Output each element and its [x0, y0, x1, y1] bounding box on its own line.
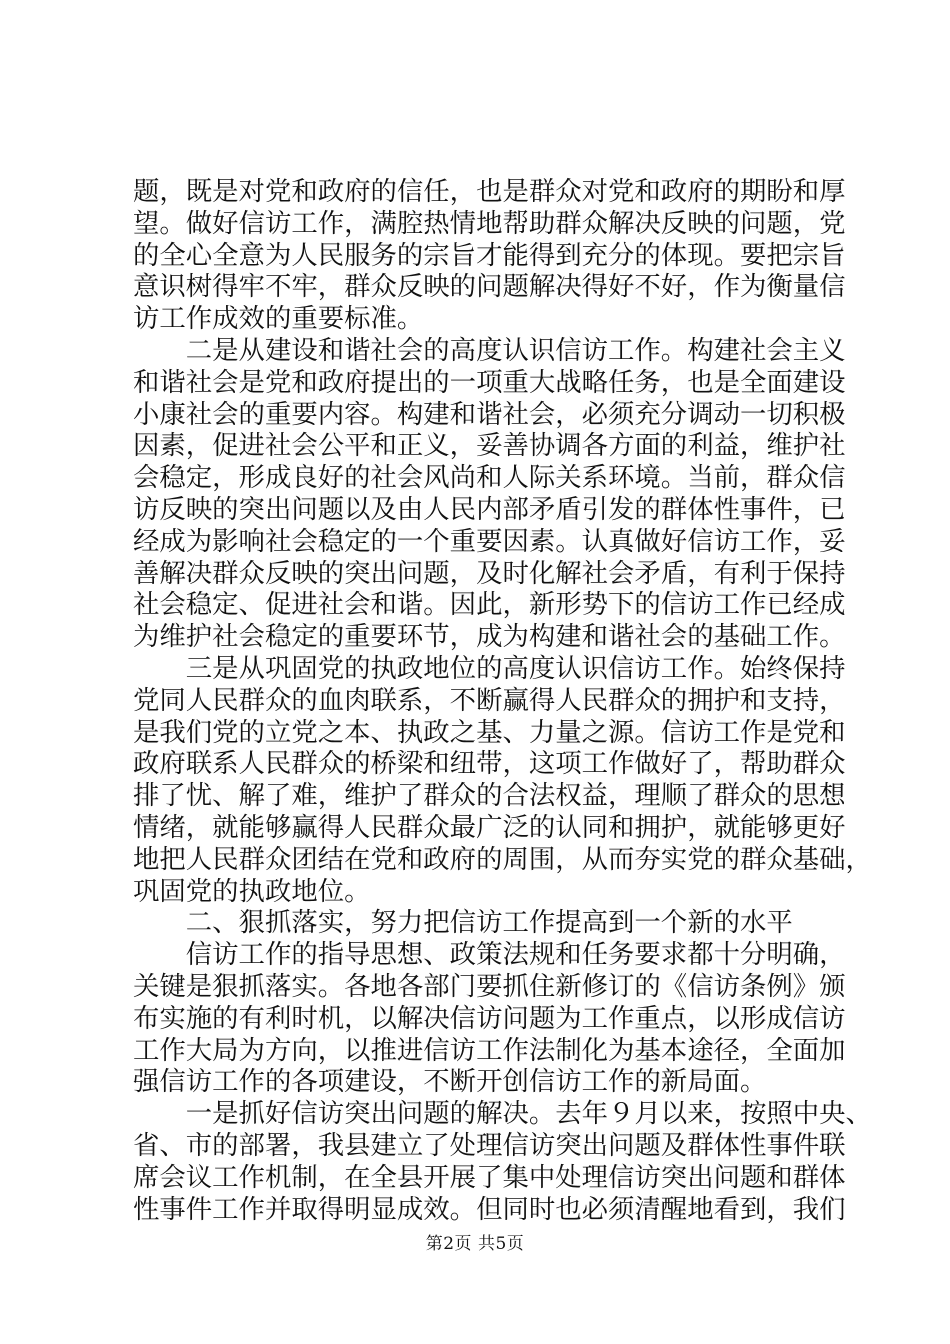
- text-line: 题，既是对党和政府的信任，也是群众对党和政府的期盼和厚: [133, 176, 846, 207]
- text-line: 望。做好信访工作，满腔热情地帮助群众解决反映的问题，党: [133, 207, 846, 239]
- text-line: 政府联系人民群众的桥梁和纽带，这项工作做好了，帮助群众: [133, 748, 846, 780]
- text-line: 巩固党的执政地位。: [133, 875, 371, 907]
- text-line: 情绪，就能够赢得人民群众最广泛的认同和拥护，就能够更好: [133, 811, 846, 843]
- text-line: 二是从建设和谐社会的高度认识信访工作。构建社会主义: [133, 334, 846, 366]
- text-line: 党同人民群众的血肉联系，不断赢得人民群众的拥护和支持，: [133, 684, 846, 716]
- text-line: 排了忧、解了难，维护了群众的合法权益，理顺了群众的思想: [133, 780, 846, 812]
- text-line: 小康社会的重要内容。构建和谐社会，必须充分调动一切积极: [133, 398, 846, 430]
- text-line: 因素，促进社会公平和正义，妥善协调各方面的利益，维护社: [133, 430, 846, 462]
- text-line: 经成为影响社会稳定的一个重要因素。认真做好信访工作，妥: [133, 525, 846, 557]
- text-line: 地把人民群众团结在党和政府的周围，从而夯实党的群众基础，: [133, 843, 872, 875]
- text-line: 会稳定，形成良好的社会风尚和人际关系环境。当前，群众信: [133, 462, 846, 494]
- text-line: 信访工作的指导思想、政策法规和任务要求都十分明确，: [133, 939, 846, 971]
- text-line: 省、市的部署，我县建立了处理信访突出问题及群体性事件联: [133, 1129, 846, 1161]
- page-footer: [0, 1234, 950, 1254]
- text-line: 工作大局为方向，以推进信访工作法制化为基本途径，全面加: [133, 1034, 846, 1066]
- text-line: 善解决群众反映的突出问题，及时化解社会矛盾，有利于保持: [133, 557, 846, 589]
- text-line: 关键是狠抓落实。各地各部门要抓住新修订的《信访条例》颁: [133, 970, 846, 1002]
- text-line: 席会议工作机制，在全县开展了集中处理信访突出问题和群体: [133, 1161, 846, 1193]
- text-line: 的全心全意为人民服务的宗旨才能得到充分的体现。要把宗旨: [133, 239, 846, 271]
- section-heading: 二、狠抓落实，努力把信访工作提高到一个新的水平: [133, 907, 793, 939]
- text-line: 一是抓好信访突出问题的解决。去年９月以来，按照中央、: [133, 1098, 872, 1130]
- text-line: 社会稳定、促进社会和谐。因此，新形势下的信访工作已经成: [133, 589, 846, 621]
- text-line: 三是从巩固党的执政地位的高度认识信访工作。始终保持: [133, 652, 846, 684]
- text-line: 访工作成效的重要标准。: [133, 303, 424, 335]
- page-number: 第2页 共5页: [425, 1234, 525, 1254]
- text-line: 访反映的突出问题以及由人民内部矛盾引发的群体性事件，已: [133, 493, 846, 525]
- text-line: 和谐社会是党和政府提出的一项重大战略任务，也是全面建设: [133, 366, 846, 398]
- document-body: [133, 176, 872, 1225]
- text-line: 意识树得牢不牢，群众反映的问题解决得好不好，作为衡量信: [133, 271, 846, 303]
- text-line: 是我们党的立党之本、执政之基、力量之源。信访工作是党和: [133, 716, 846, 748]
- text-line: 强信访工作的各项建设，不断开创信访工作的新局面。: [133, 1066, 767, 1098]
- text-line: 性事件工作并取得明显成效。但同时也必须清醒地看到，我们: [133, 1193, 846, 1225]
- text-line: 布实施的有利时机，以解决信访问题为工作重点，以形成信访: [133, 1002, 846, 1034]
- text-line: 为维护社会稳定的重要环节，成为构建和谐社会的基础工作。: [133, 621, 846, 653]
